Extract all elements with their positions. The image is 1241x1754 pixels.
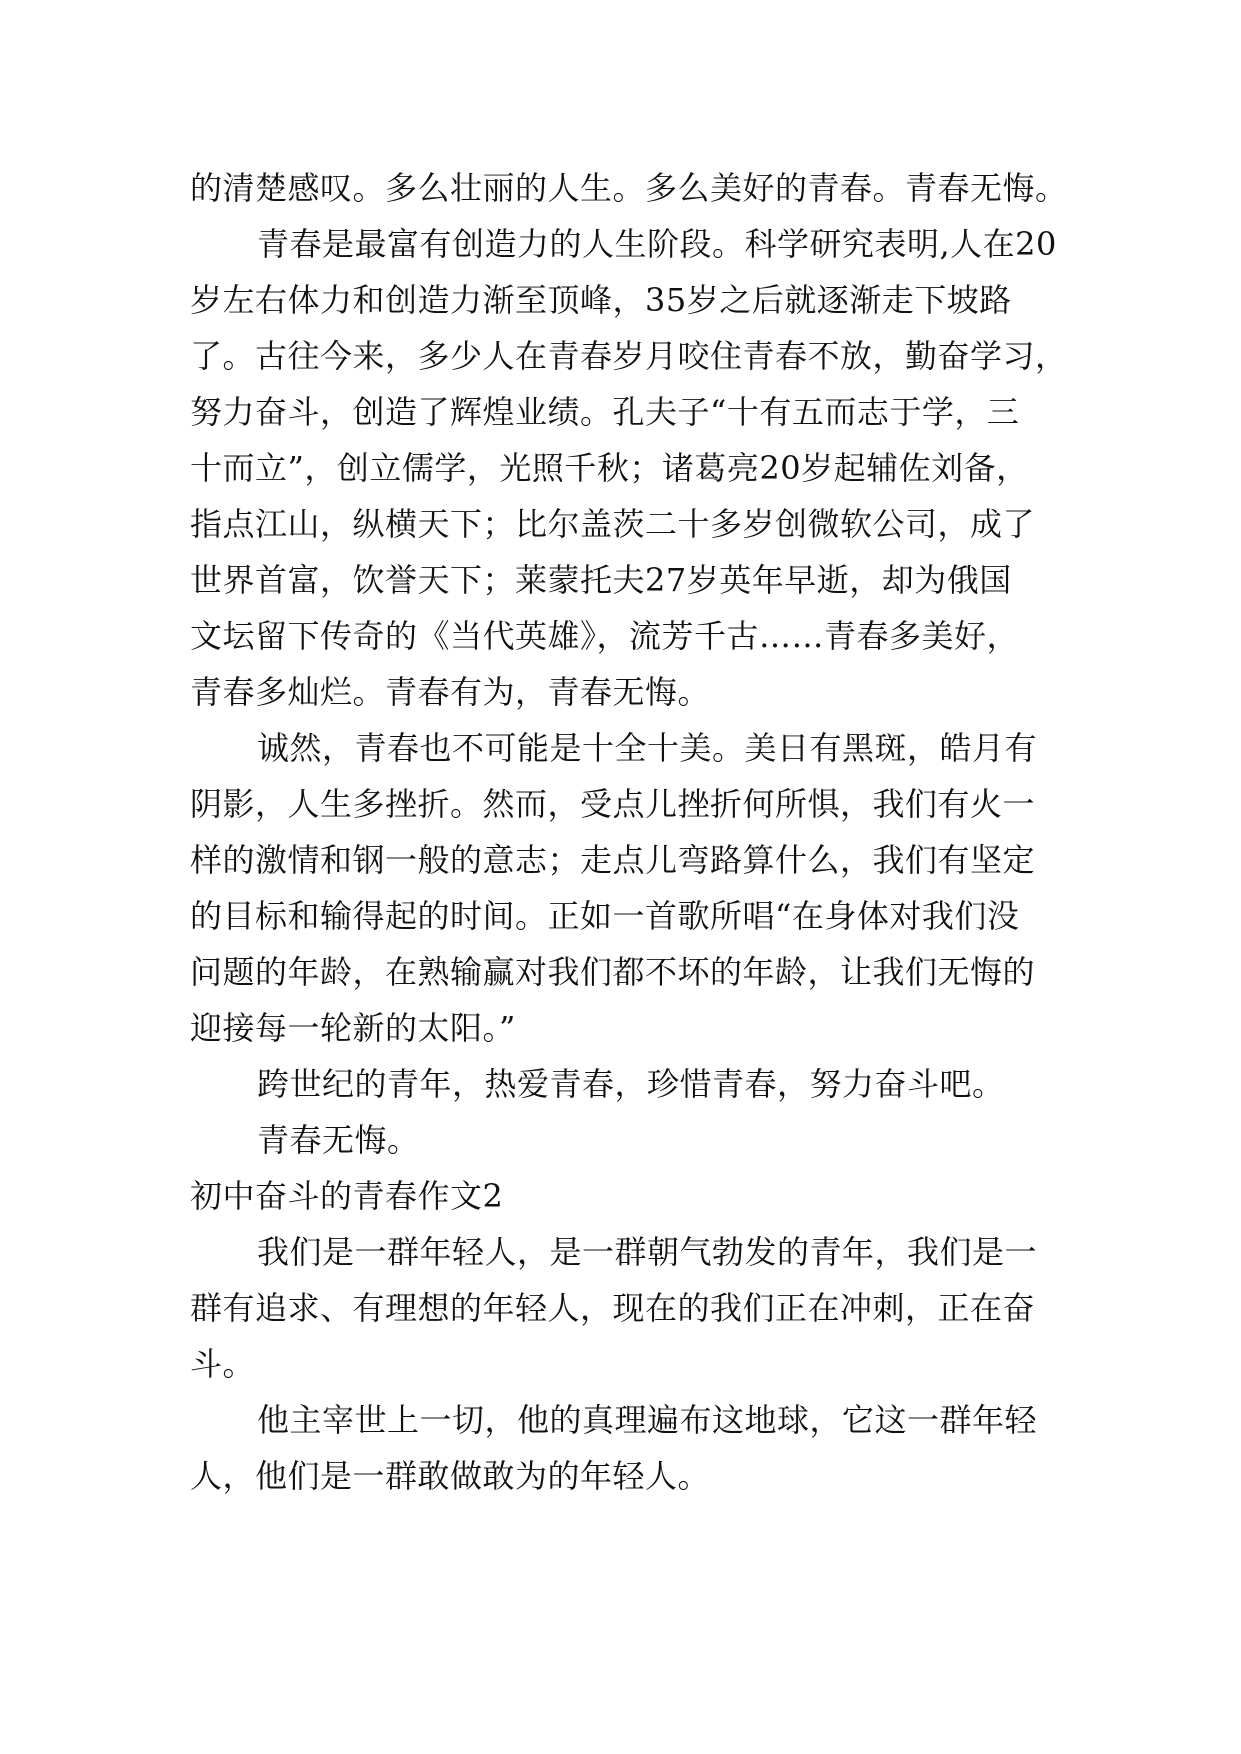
text-line: 问题的年龄，在熟输赢对我们都不坏的年龄，让我们无悔的	[190, 953, 1036, 991]
paragraph-start-line: 诚然，青春也不可能是十全十美。美日有黑斑，皓月有	[257, 729, 1038, 767]
text-line: 指点江山，纵横天下；比尔盖茨二十多岁创微软公司，成了	[190, 505, 1036, 543]
text-line: 世界首富，饮誉天下；莱蒙托夫27岁英年早逝，却为俄国	[190, 561, 1012, 599]
text-line: 的清楚感叹。多么壮丽的人生。多么美好的青春。青春无悔。	[190, 169, 1068, 207]
text-line: 样的激情和钢一般的意志；走点儿弯路算什么，我们有坚定	[190, 841, 1036, 879]
text-line: 文坛留下传奇的《当代英雄》，流芳千古……青春多美好，	[190, 617, 1020, 655]
paragraph-start-line: 跨世纪的青年，热爱青春，珍惜青春，努力奋斗吧。	[257, 1065, 1005, 1103]
text-line: 青春多灿烂。青春有为，青春无悔。	[190, 673, 711, 711]
text-line: 努力奋斗，创造了辉煌业绩。孔夫子“十有五而志于学，三	[190, 393, 1020, 431]
text-line: 人，他们是一群敢做敢为的年轻人。	[190, 1457, 711, 1495]
text-line: 阴影，人生多挫折。然而，受点儿挫折何所惧，我们有火一	[190, 785, 1036, 823]
paragraph-start-line: 青春无悔。	[257, 1121, 420, 1159]
section-heading: 初中奋斗的青春作文2	[190, 1177, 504, 1215]
text-line: 迎接每一轮新的太阳。”	[190, 1009, 516, 1047]
paragraph-start-line: 我们是一群年轻人，是一群朝气勃发的青年，我们是一	[257, 1233, 1038, 1271]
text-line: 岁左右体力和创造力渐至顶峰，35岁之后就逐渐走下坡路	[190, 281, 1012, 319]
text-line: 的目标和输得起的时间。正如一首歌所唱“在身体对我们没	[190, 897, 1020, 935]
text-line: 群有追求、有理想的年轻人，现在的我们正在冲刺，正在奋	[190, 1289, 1036, 1327]
paragraph-start-line: 他主宰世上一切，他的真理遍布这地球，它这一群年轻	[257, 1401, 1038, 1439]
text-line: 斗。	[190, 1345, 256, 1383]
text-line: 十而立”，创立儒学，光照千秋；诸葛亮20岁起辅佐刘备，	[190, 449, 1029, 487]
text-line: 了。古往今来，多少人在青春岁月咬住青春不放，勤奋学习，	[190, 337, 1068, 375]
paragraph-start-line: 青春是最富有创造力的人生阶段。科学研究表明,人在20	[257, 225, 1057, 263]
